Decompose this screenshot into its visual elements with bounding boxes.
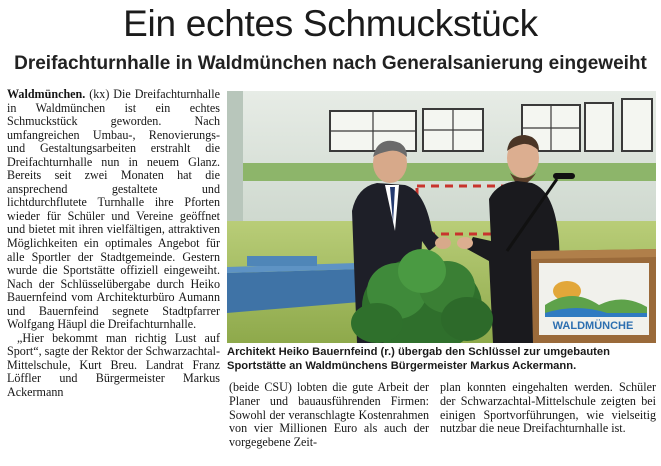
podium-logo-text: WALDMÜNCHE xyxy=(552,320,634,332)
paragraph-2: „Hier bekommt man richtig Lust auf Sport“, sagte der Rektor der Schwarzachtal-Mittelschule, Kurt Breu. Landrat Franz Löffler und Bürgermeister Markus Ackermann xyxy=(7,330,220,400)
article-column-middle xyxy=(229,381,429,450)
dateline: Waldmünchen. xyxy=(7,87,86,101)
paragraph-1 xyxy=(7,88,220,332)
middle-column-text: (beide CSU) lobten die gute Arbeit der Planer und bauausführenden Firmen: Sowohl der veranschlagte Kostenrahmen von vier Millionen Euro als auch der vorgegebene Zeit- xyxy=(229,380,429,450)
article-column-right xyxy=(440,381,656,436)
article-photo xyxy=(227,91,656,343)
photo-illustration xyxy=(227,91,656,343)
headline: Ein echtes Schmuckstück xyxy=(123,3,538,44)
subheadline: Dreifachturnhalle in Waldmünchen nach Generalsanierung eingeweiht xyxy=(14,53,647,74)
right-column-text: plan konnten eingehalten werden. Schüler der Schwarzachtal-Mittelschule zeigten bei einigen Sportvorführungen, wie vielseitig nutzbar die neue Dreifachturnhalle ist. xyxy=(440,380,656,436)
paragraph-1-text: (kx) Die Dreifachturnhalle in Waldmünchen ist ein echtes Schmuckstück geworden. Nach umfangreichen Umbau-, Renovierungs- und Gestaltungsarbeiten erstrahlt die Dreifachturnhalle nun in neuem Glanz. Bereits seit zwei Monaten hat die ansprechend gestaltete und lichtdurchflutete Turnhalle ihre Pforten wieder für Schüler und Vereine geöffnet und bietet mit ihren vielfältigen, attraktiven Möglichkeiten ein optimales Angebot für alle Sportler der Stadtgemeinde. Gestern wurde die Sportstätte offiziell eingeweiht. Nach der Schlüsselübergabe durch Heiko Bauernfeind vom Architekturbüro Aumann und Bauernfeind segnete Stadtpfarrer Wolfgang Häupl die Dreifachturnhalle. xyxy=(7,87,220,332)
photo-caption: Architekt Heiko Bauernfeind (r.) übergab den Schlüssel zur umgebauten Sportstätte an Waldmünchens Bürgermeister Markus Ackermann. xyxy=(227,346,610,372)
article-column-left xyxy=(7,88,220,400)
